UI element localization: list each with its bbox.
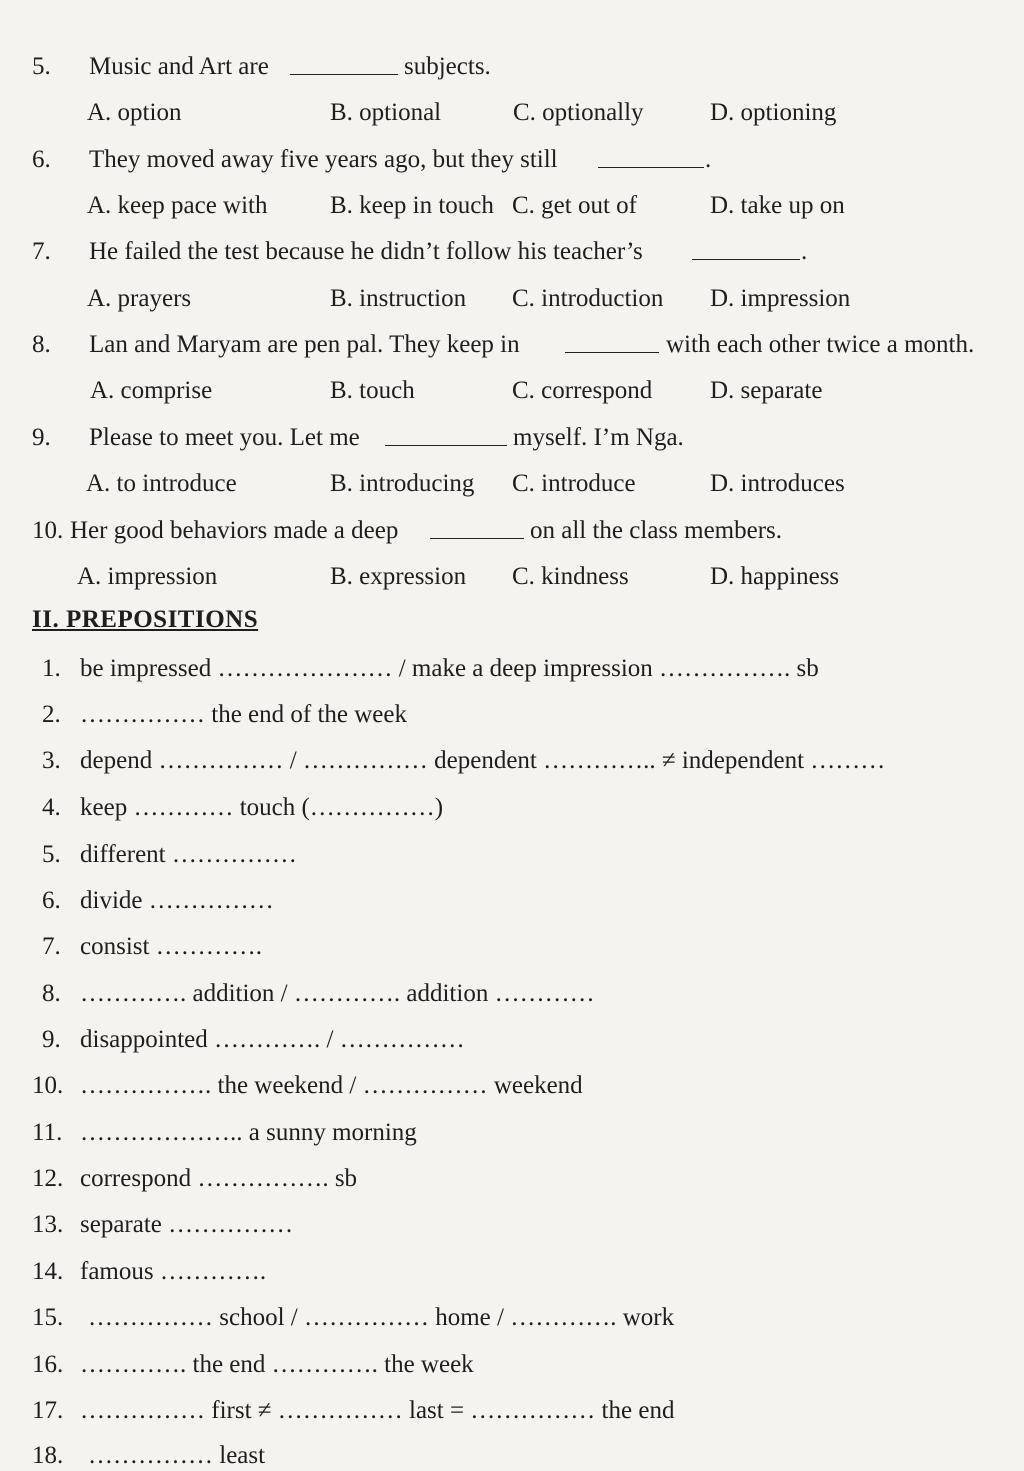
prep-number: 10. bbox=[32, 1072, 64, 1099]
question-text-before: He failed the test because he didn’t follow his teacher’s bbox=[89, 238, 643, 265]
option-c[interactable]: C. introduce bbox=[512, 470, 636, 497]
option-d[interactable]: D. impression bbox=[710, 285, 851, 312]
prep-number: 18. bbox=[32, 1442, 64, 1469]
option-c[interactable]: C. introduction bbox=[512, 285, 664, 312]
prep-number: 13. bbox=[32, 1211, 64, 1238]
prep-number: 5. bbox=[42, 841, 61, 868]
option-c[interactable]: C. kindness bbox=[512, 563, 629, 590]
prep-number: 14. bbox=[32, 1258, 64, 1285]
question-text-before: Her good behaviors made a deep bbox=[70, 517, 399, 544]
option-d[interactable]: D. separate bbox=[710, 377, 823, 404]
option-b[interactable]: B. introducing bbox=[330, 470, 475, 497]
prep-text: consist …………. bbox=[80, 933, 262, 960]
option-c[interactable]: C. correspond bbox=[512, 377, 653, 404]
question-number: 9. bbox=[32, 424, 51, 451]
question-number: 7. bbox=[32, 238, 51, 265]
answer-blank[interactable] bbox=[565, 330, 659, 353]
question-text-after: subjects. bbox=[404, 53, 491, 80]
prep-text: …………… first ≠ …………… last = …………… the end bbox=[80, 1397, 675, 1424]
prep-text: ……………….. a sunny morning bbox=[80, 1119, 417, 1146]
prep-text: …………… school / …………… home / …………. work bbox=[88, 1304, 675, 1331]
prep-text: divide …………… bbox=[80, 887, 274, 914]
option-a[interactable]: A. comprise bbox=[90, 377, 213, 404]
option-a[interactable]: A. to introduce bbox=[86, 470, 237, 497]
question-text-before: Please to meet you. Let me bbox=[89, 424, 360, 451]
prep-text: famous …………. bbox=[80, 1258, 267, 1285]
option-a[interactable]: A. prayers bbox=[87, 285, 192, 312]
option-a[interactable]: A. option bbox=[87, 99, 182, 126]
question-number: 10. bbox=[32, 517, 64, 544]
option-c[interactable]: C. optionally bbox=[513, 99, 644, 126]
question-text-before: Music and Art are bbox=[89, 53, 269, 80]
prep-number: 2. bbox=[42, 701, 61, 728]
prep-number: 6. bbox=[42, 887, 61, 914]
prep-number: 11. bbox=[32, 1119, 63, 1146]
answer-blank[interactable] bbox=[290, 52, 398, 75]
prep-number: 3. bbox=[42, 747, 61, 774]
option-d[interactable]: D. happiness bbox=[710, 563, 840, 590]
prep-text: separate …………… bbox=[80, 1211, 294, 1238]
prep-text: keep ………… touch (……………) bbox=[80, 794, 444, 821]
option-b[interactable]: B. touch bbox=[330, 377, 415, 404]
question-text-after: on all the class members. bbox=[530, 517, 783, 544]
prep-number: 4. bbox=[42, 794, 61, 821]
prep-text: …………. addition / …………. addition ………… bbox=[80, 980, 595, 1007]
prep-number: 17. bbox=[32, 1397, 64, 1424]
prep-text: correspond ……………. sb bbox=[80, 1165, 358, 1192]
option-d[interactable]: D. take up on bbox=[710, 192, 845, 219]
option-c[interactable]: C. get out of bbox=[512, 192, 637, 219]
prep-number: 1. bbox=[42, 655, 61, 682]
prep-text: depend …………… / …………… dependent ………….. ≠ independent ……… bbox=[80, 747, 886, 774]
prep-number: 8. bbox=[42, 980, 61, 1007]
option-b[interactable]: B. optional bbox=[330, 99, 442, 126]
prep-text: disappointed …………. / …………… bbox=[80, 1026, 465, 1053]
question-text-before: Lan and Maryam are pen pal. They keep in bbox=[89, 331, 520, 358]
option-a[interactable]: A. impression bbox=[77, 563, 218, 590]
question-text-after: with each other twice a month. bbox=[666, 331, 975, 358]
prep-text: ……………. the weekend / …………… weekend bbox=[80, 1072, 583, 1099]
answer-blank[interactable] bbox=[598, 145, 704, 168]
prep-text: …………. the end …………. the week bbox=[80, 1351, 474, 1378]
prep-number: 7. bbox=[42, 933, 61, 960]
question-text-after: myself. I’m Nga. bbox=[513, 424, 684, 451]
answer-blank[interactable] bbox=[385, 423, 507, 446]
question-number: 5. bbox=[32, 53, 51, 80]
prep-number: 12. bbox=[32, 1165, 64, 1192]
option-d[interactable]: D. introduces bbox=[710, 470, 845, 497]
prep-text: …………… least bbox=[88, 1442, 266, 1469]
option-d[interactable]: D. optioning bbox=[710, 99, 837, 126]
prep-text: …………… the end of the week bbox=[80, 701, 408, 728]
answer-blank[interactable] bbox=[692, 237, 800, 260]
section-heading: II. PREPOSITIONS bbox=[32, 606, 259, 633]
option-b[interactable]: B. instruction bbox=[330, 285, 467, 312]
answer-blank[interactable] bbox=[430, 516, 524, 539]
prep-text: different …………… bbox=[80, 841, 297, 868]
prep-number: 15. bbox=[32, 1304, 64, 1331]
question-number: 8. bbox=[32, 331, 51, 358]
question-text-after: . bbox=[801, 238, 808, 265]
option-b[interactable]: B. keep in touch bbox=[330, 192, 494, 219]
option-a[interactable]: A. keep pace with bbox=[87, 192, 268, 219]
question-number: 6. bbox=[32, 146, 51, 173]
question-text-after: . bbox=[705, 146, 712, 173]
prep-number: 16. bbox=[32, 1351, 64, 1378]
option-b[interactable]: B. expression bbox=[330, 563, 467, 590]
question-text-before: They moved away five years ago, but they still bbox=[89, 146, 558, 173]
prep-number: 9. bbox=[42, 1026, 61, 1053]
prep-text: be impressed ………………… / make a deep impression ……………. sb bbox=[80, 655, 819, 682]
